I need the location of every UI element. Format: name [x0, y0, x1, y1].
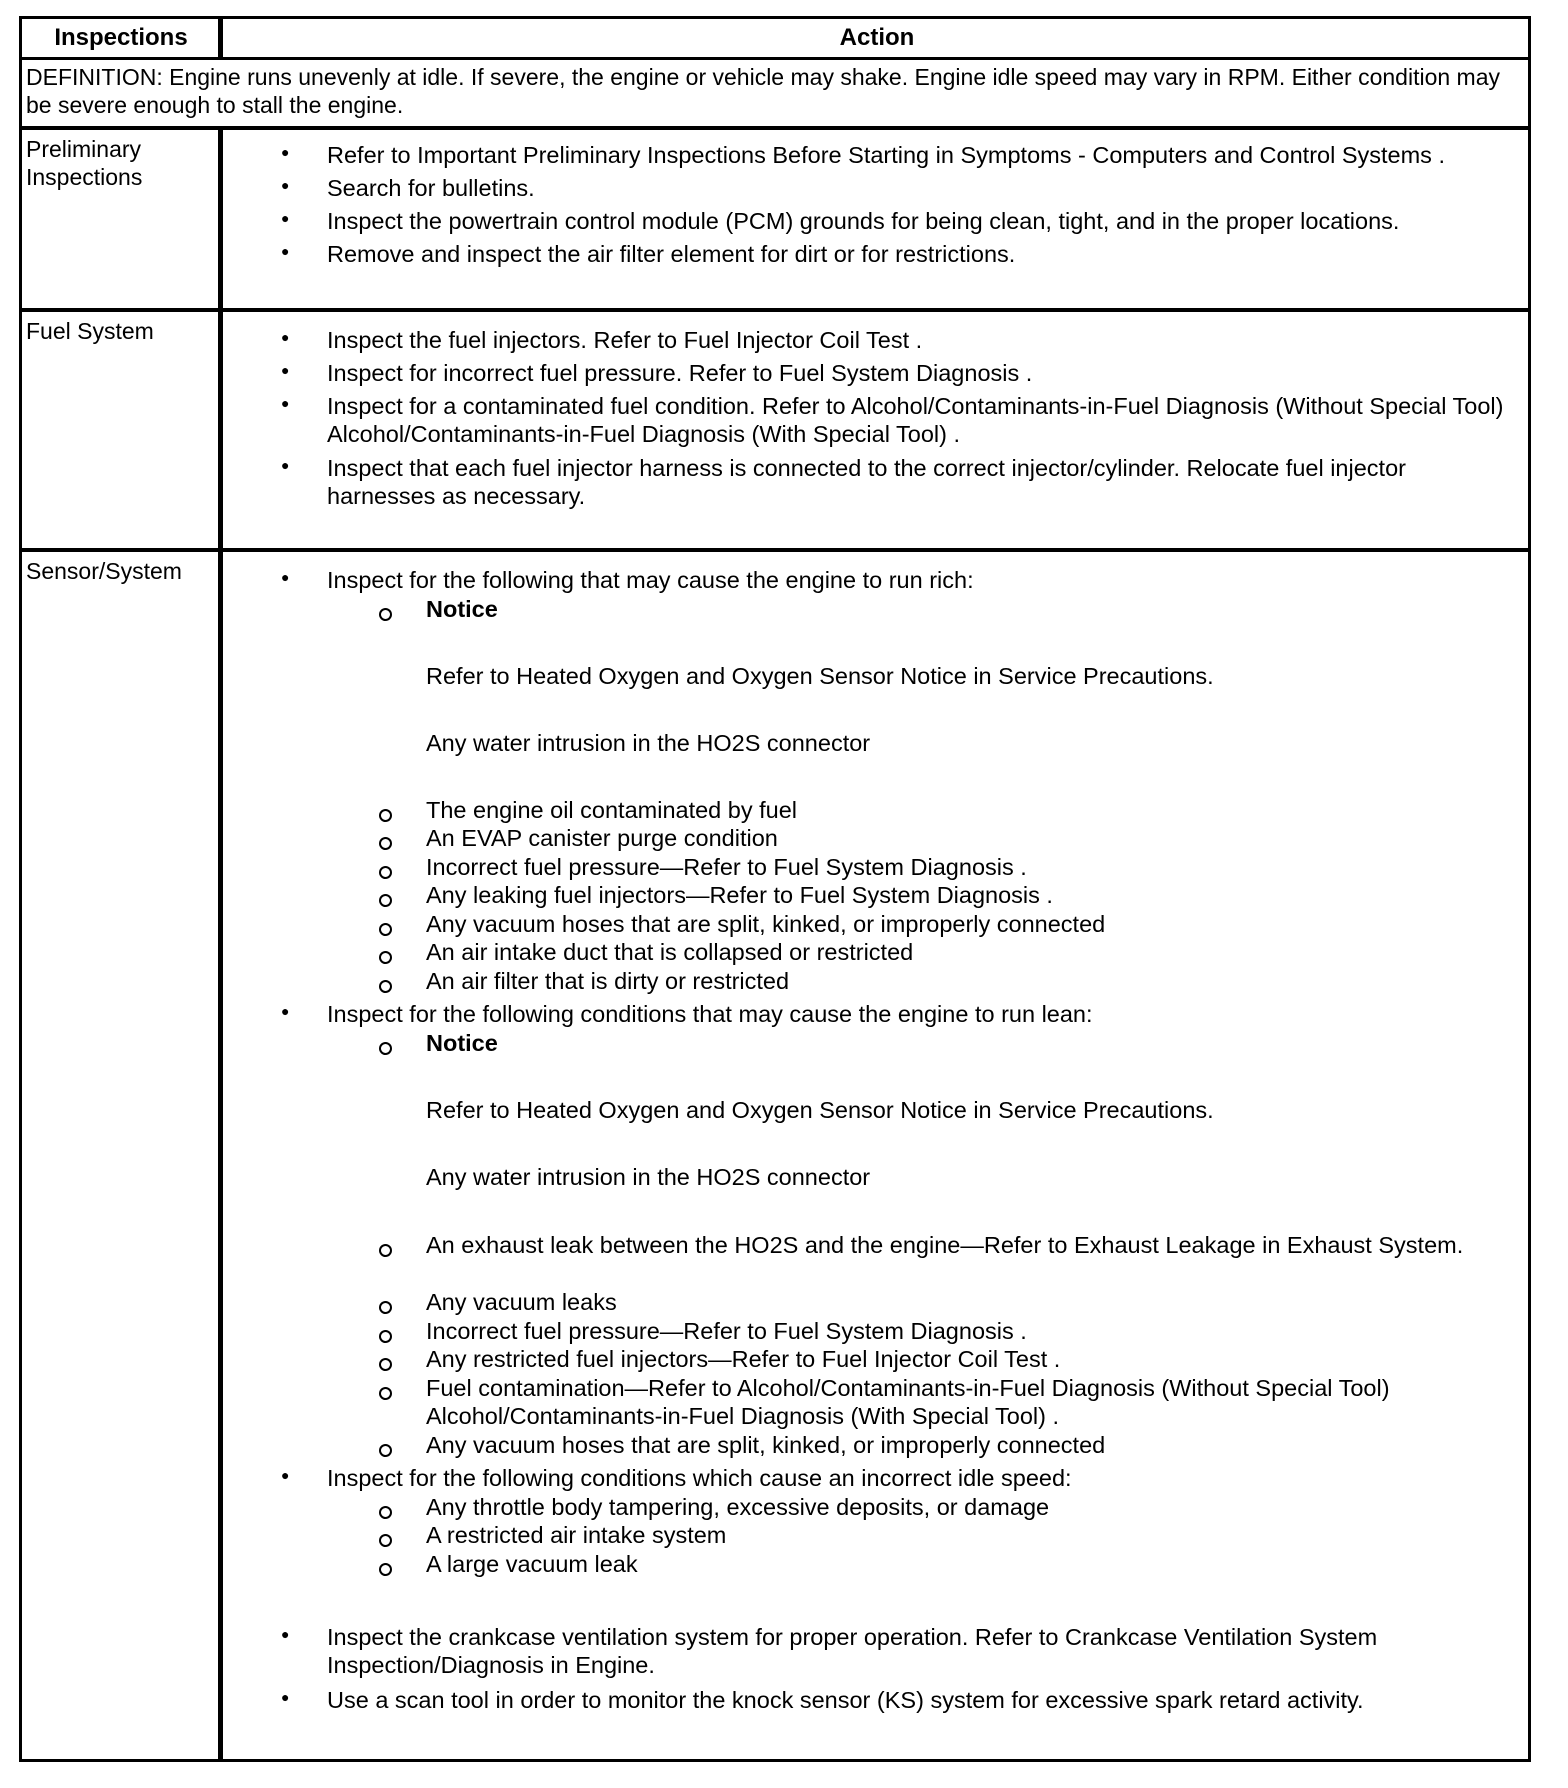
bullet-icon: ●: [281, 395, 290, 411]
sub-list-item: The engine oil contaminated by fuel: [426, 797, 798, 823]
row-label-fuel-system: Fuel System: [26, 318, 154, 344]
sub-bullet-icon: [379, 809, 392, 822]
sub-list-item: Any vacuum hoses that are split, kinked, or improperly connected: [426, 1432, 1106, 1458]
sub-bullet-icon: [379, 894, 392, 907]
sub-list-item: An air filter that is dirty or restricted: [426, 968, 790, 994]
inspection-table: [19, 16, 1531, 1762]
list-item: Inspect the fuel injectors. Refer to Fuel Injector Coil Test .: [327, 327, 923, 353]
bullet-icon: ●: [281, 144, 290, 160]
sub-list-item: Incorrect fuel pressure—Refer to Fuel System Diagnosis .: [426, 1318, 1027, 1344]
list-item: Inspect for a contaminated fuel condition. Refer to Alcohol/Contaminants-in-Fuel Diagnosis (Without Special Tool) Alcohol/Contaminants-in-Fuel Diagnosis (With Special Tool) .: [327, 393, 1504, 447]
sub-bullet-icon: [379, 837, 392, 850]
sub-list-item: A large vacuum leak: [426, 1551, 638, 1577]
definition-text: DEFINITION: Engine runs unevenly at idle. If severe, the engine or vehicle may shake. Engine idle speed may vary in RPM. Either condition may be severe enough to stall the engine.: [26, 64, 1500, 118]
list-item: Inspect the crankcase ventilation system for proper operation. Refer to Crankcase Ventilation System Inspection/Diagnosis in Engine.: [327, 1624, 1378, 1678]
bullet-icon: ●: [281, 1626, 290, 1642]
sub-bullet-icon: [379, 866, 392, 879]
bullet-icon: ●: [281, 329, 290, 345]
sub-bullet-icon: [379, 1506, 392, 1519]
row-label-sensor-system: Sensor/System: [26, 558, 182, 584]
sub-list-item: Any vacuum hoses that are split, kinked, or improperly connected: [426, 911, 1106, 937]
sub-list-item: Any leaking fuel injectors—Refer to Fuel System Diagnosis .: [426, 882, 1053, 908]
list-item: Remove and inspect the air filter element for dirt or for restrictions.: [327, 241, 1016, 267]
sub-list-item: Any throttle body tampering, excessive deposits, or damage: [426, 1494, 1050, 1520]
row-divider: [22, 548, 1528, 552]
list-item: Inspect for incorrect fuel pressure. Refer to Fuel System Diagnosis .: [327, 360, 1033, 386]
sub-bullet-icon: [379, 1358, 392, 1371]
sub-bullet-icon: [379, 1330, 392, 1343]
sub-bullet-icon: [379, 1244, 392, 1257]
list-item: Inspect for the following conditions which cause an incorrect idle speed:: [327, 1465, 1072, 1491]
action-column-header: Action: [839, 24, 915, 51]
row-divider: [22, 126, 1528, 130]
sub-bullet-icon: [379, 980, 392, 993]
notice-extra: Any water intrusion in the HO2S connector: [426, 1164, 871, 1190]
list-item: Search for bulletins.: [327, 175, 535, 201]
sub-bullet-icon: [379, 923, 392, 936]
list-item: Use a scan tool in order to monitor the knock sensor (KS) system for excessive spark retard activity.: [327, 1687, 1364, 1713]
sub-bullet-icon: [379, 1534, 392, 1547]
list-item: Inspect that each fuel injector harness is connected to the correct injector/cylinder. Relocate fuel injector harnesses as necessary.: [327, 455, 1406, 509]
list-item: Inspect the powertrain control module (PCM) grounds for being clean, tight, and in the proper locations.: [327, 208, 1400, 234]
bullet-icon: ●: [281, 457, 290, 473]
sub-list-item: An air intake duct that is collapsed or restricted: [426, 939, 914, 965]
notice-title: Notice: [426, 1030, 498, 1056]
sub-list-item: Fuel contamination—Refer to Alcohol/Contaminants-in-Fuel Diagnosis (Without Special Tool) Alcohol/Contaminants-in-Fuel Diagnosis (With Special Tool) .: [426, 1375, 1390, 1429]
row-label-preliminary: Preliminary Inspections: [26, 136, 143, 190]
sub-bullet-icon: [379, 1563, 392, 1576]
sub-bullet-icon: [379, 1301, 392, 1314]
inspections-column-header: Inspections: [54, 24, 188, 51]
bullet-icon: ●: [281, 1689, 290, 1705]
sub-bullet-icon: [379, 1444, 392, 1457]
sub-list-item: Any vacuum leaks: [426, 1289, 617, 1315]
bullet-icon: ●: [281, 210, 290, 226]
notice-title: Notice: [426, 596, 498, 622]
table-header-row: [22, 19, 1528, 60]
list-item: Inspect for the following conditions that may cause the engine to run lean:: [327, 1001, 1093, 1027]
sub-list-item: An EVAP canister purge condition: [426, 825, 778, 851]
header-divider: [218, 19, 223, 57]
column-divider: [218, 130, 223, 1759]
notice-extra: Any water intrusion in the HO2S connector: [426, 730, 871, 756]
bullet-icon: ●: [281, 177, 290, 193]
bullet-icon: ●: [281, 362, 290, 378]
bullet-icon: ●: [281, 569, 290, 585]
notice-body: Refer to Heated Oxygen and Oxygen Sensor Notice in Service Precautions.: [426, 1097, 1214, 1123]
row-divider: [22, 308, 1528, 312]
sub-bullet-icon: [379, 1387, 392, 1400]
list-item: Refer to Important Preliminary Inspections Before Starting in Symptoms - Computers and Control Systems .: [327, 142, 1445, 168]
bullet-icon: ●: [281, 1003, 290, 1019]
list-item: Inspect for the following that may cause the engine to run rich:: [327, 567, 974, 593]
sub-bullet-icon: [379, 951, 392, 964]
sub-list-item: Incorrect fuel pressure—Refer to Fuel System Diagnosis .: [426, 854, 1027, 880]
sub-list-item: An exhaust leak between the HO2S and the engine—Refer to Exhaust Leakage in Exhaust System.: [426, 1232, 1464, 1258]
bullet-icon: ●: [281, 1467, 290, 1483]
bullet-icon: ●: [281, 243, 290, 259]
sub-bullet-icon: [379, 1042, 392, 1055]
sub-list-item: Any restricted fuel injectors—Refer to Fuel Injector Coil Test .: [426, 1346, 1061, 1372]
notice-body: Refer to Heated Oxygen and Oxygen Sensor Notice in Service Precautions.: [426, 663, 1214, 689]
sub-list-item: A restricted air intake system: [426, 1522, 727, 1548]
sub-bullet-icon: [379, 608, 392, 621]
